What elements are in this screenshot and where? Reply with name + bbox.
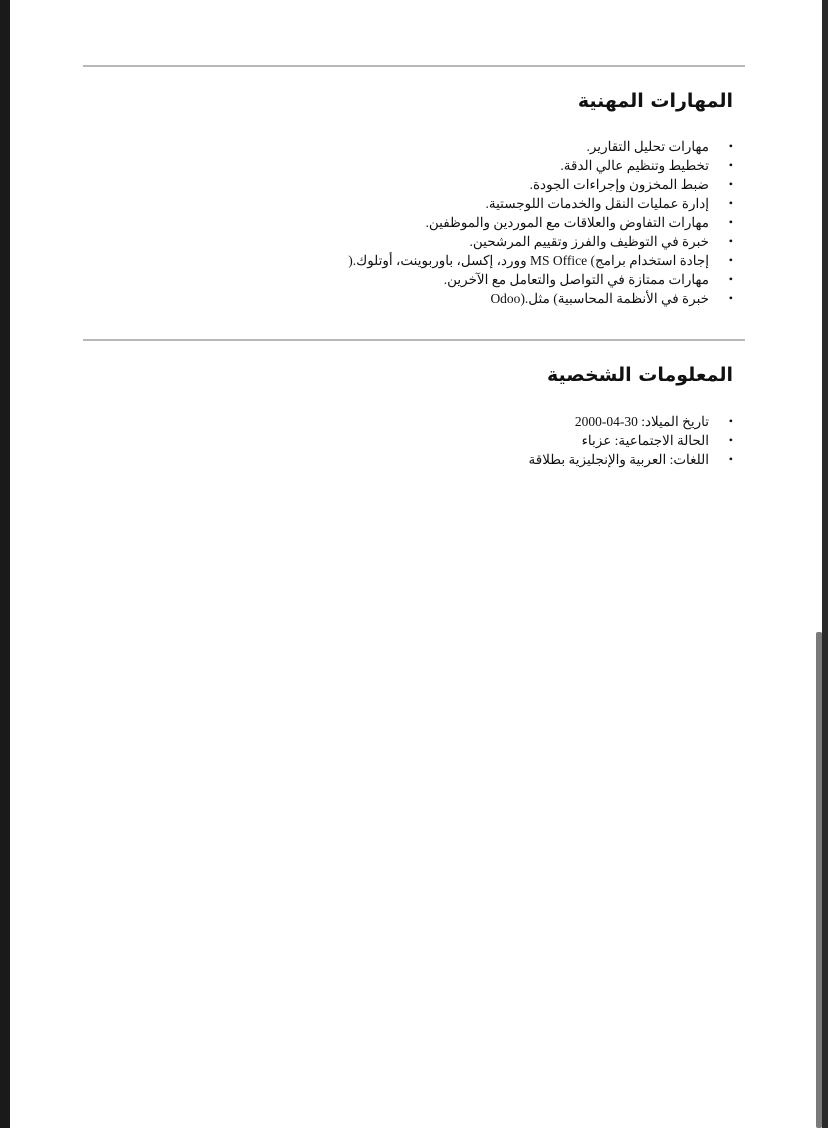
personal-info-list (528, 412, 733, 469)
bullet-icon: • (728, 253, 733, 267)
bullet-icon: • (728, 177, 733, 191)
scrollbar-thumb[interactable] (816, 632, 822, 1128)
list-item: • مهارات التفاوض والعلاقات مع الموردين والموظفين. (425, 215, 733, 230)
section-divider (83, 65, 745, 67)
list-item: • اللغات: العربية والإنجليزية بطلاقة (528, 452, 733, 467)
list-item: • تخطيط وتنظيم عالي الدقة. (560, 158, 733, 173)
bullet-icon: • (728, 196, 733, 210)
bullet-icon: • (728, 215, 733, 229)
list-item: • ضبط المخزون وإجراءات الجودة. (529, 177, 733, 192)
list-item: • الحالة الاجتماعية: عزباء (581, 433, 733, 448)
bullet-icon: • (728, 234, 733, 248)
document-page (10, 0, 816, 1128)
skills-list (348, 137, 733, 308)
list-item: • تاريخ الميلاد: 30-04-2000 (574, 414, 733, 429)
bullet-icon: • (728, 291, 733, 305)
section-title-personal: المعلومات الشخصية (546, 364, 733, 386)
section-title-skills: المهارات المهنية (577, 90, 733, 112)
list-item: • مهارات ممتازة في التواصل والتعامل مع الآخرين. (443, 272, 733, 287)
viewer-left-edge (0, 0, 10, 1128)
list-item: • خبرة في الأنظمة المحاسبية) مثل.(Odoo (490, 291, 733, 306)
bullet-icon: • (728, 452, 733, 466)
list-item: • إدارة عمليات النقل والخدمات اللوجستية. (485, 196, 733, 211)
viewer-right-edge (822, 0, 828, 1128)
section-divider (83, 339, 745, 341)
bullet-icon: • (728, 433, 733, 447)
bullet-icon: • (728, 158, 733, 172)
list-item: • خبرة في التوظيف والفرز وتقييم المرشحين. (469, 234, 733, 249)
bullet-icon: • (728, 139, 733, 153)
bullet-icon: • (728, 414, 733, 428)
list-item: • مهارات تحليل التقارير. (586, 139, 733, 154)
bullet-icon: • (728, 272, 733, 286)
list-item: • إجادة استخدام برامج) MS Office وورد، إكسل، باوربوينت، أوتلوك.( (348, 253, 733, 268)
